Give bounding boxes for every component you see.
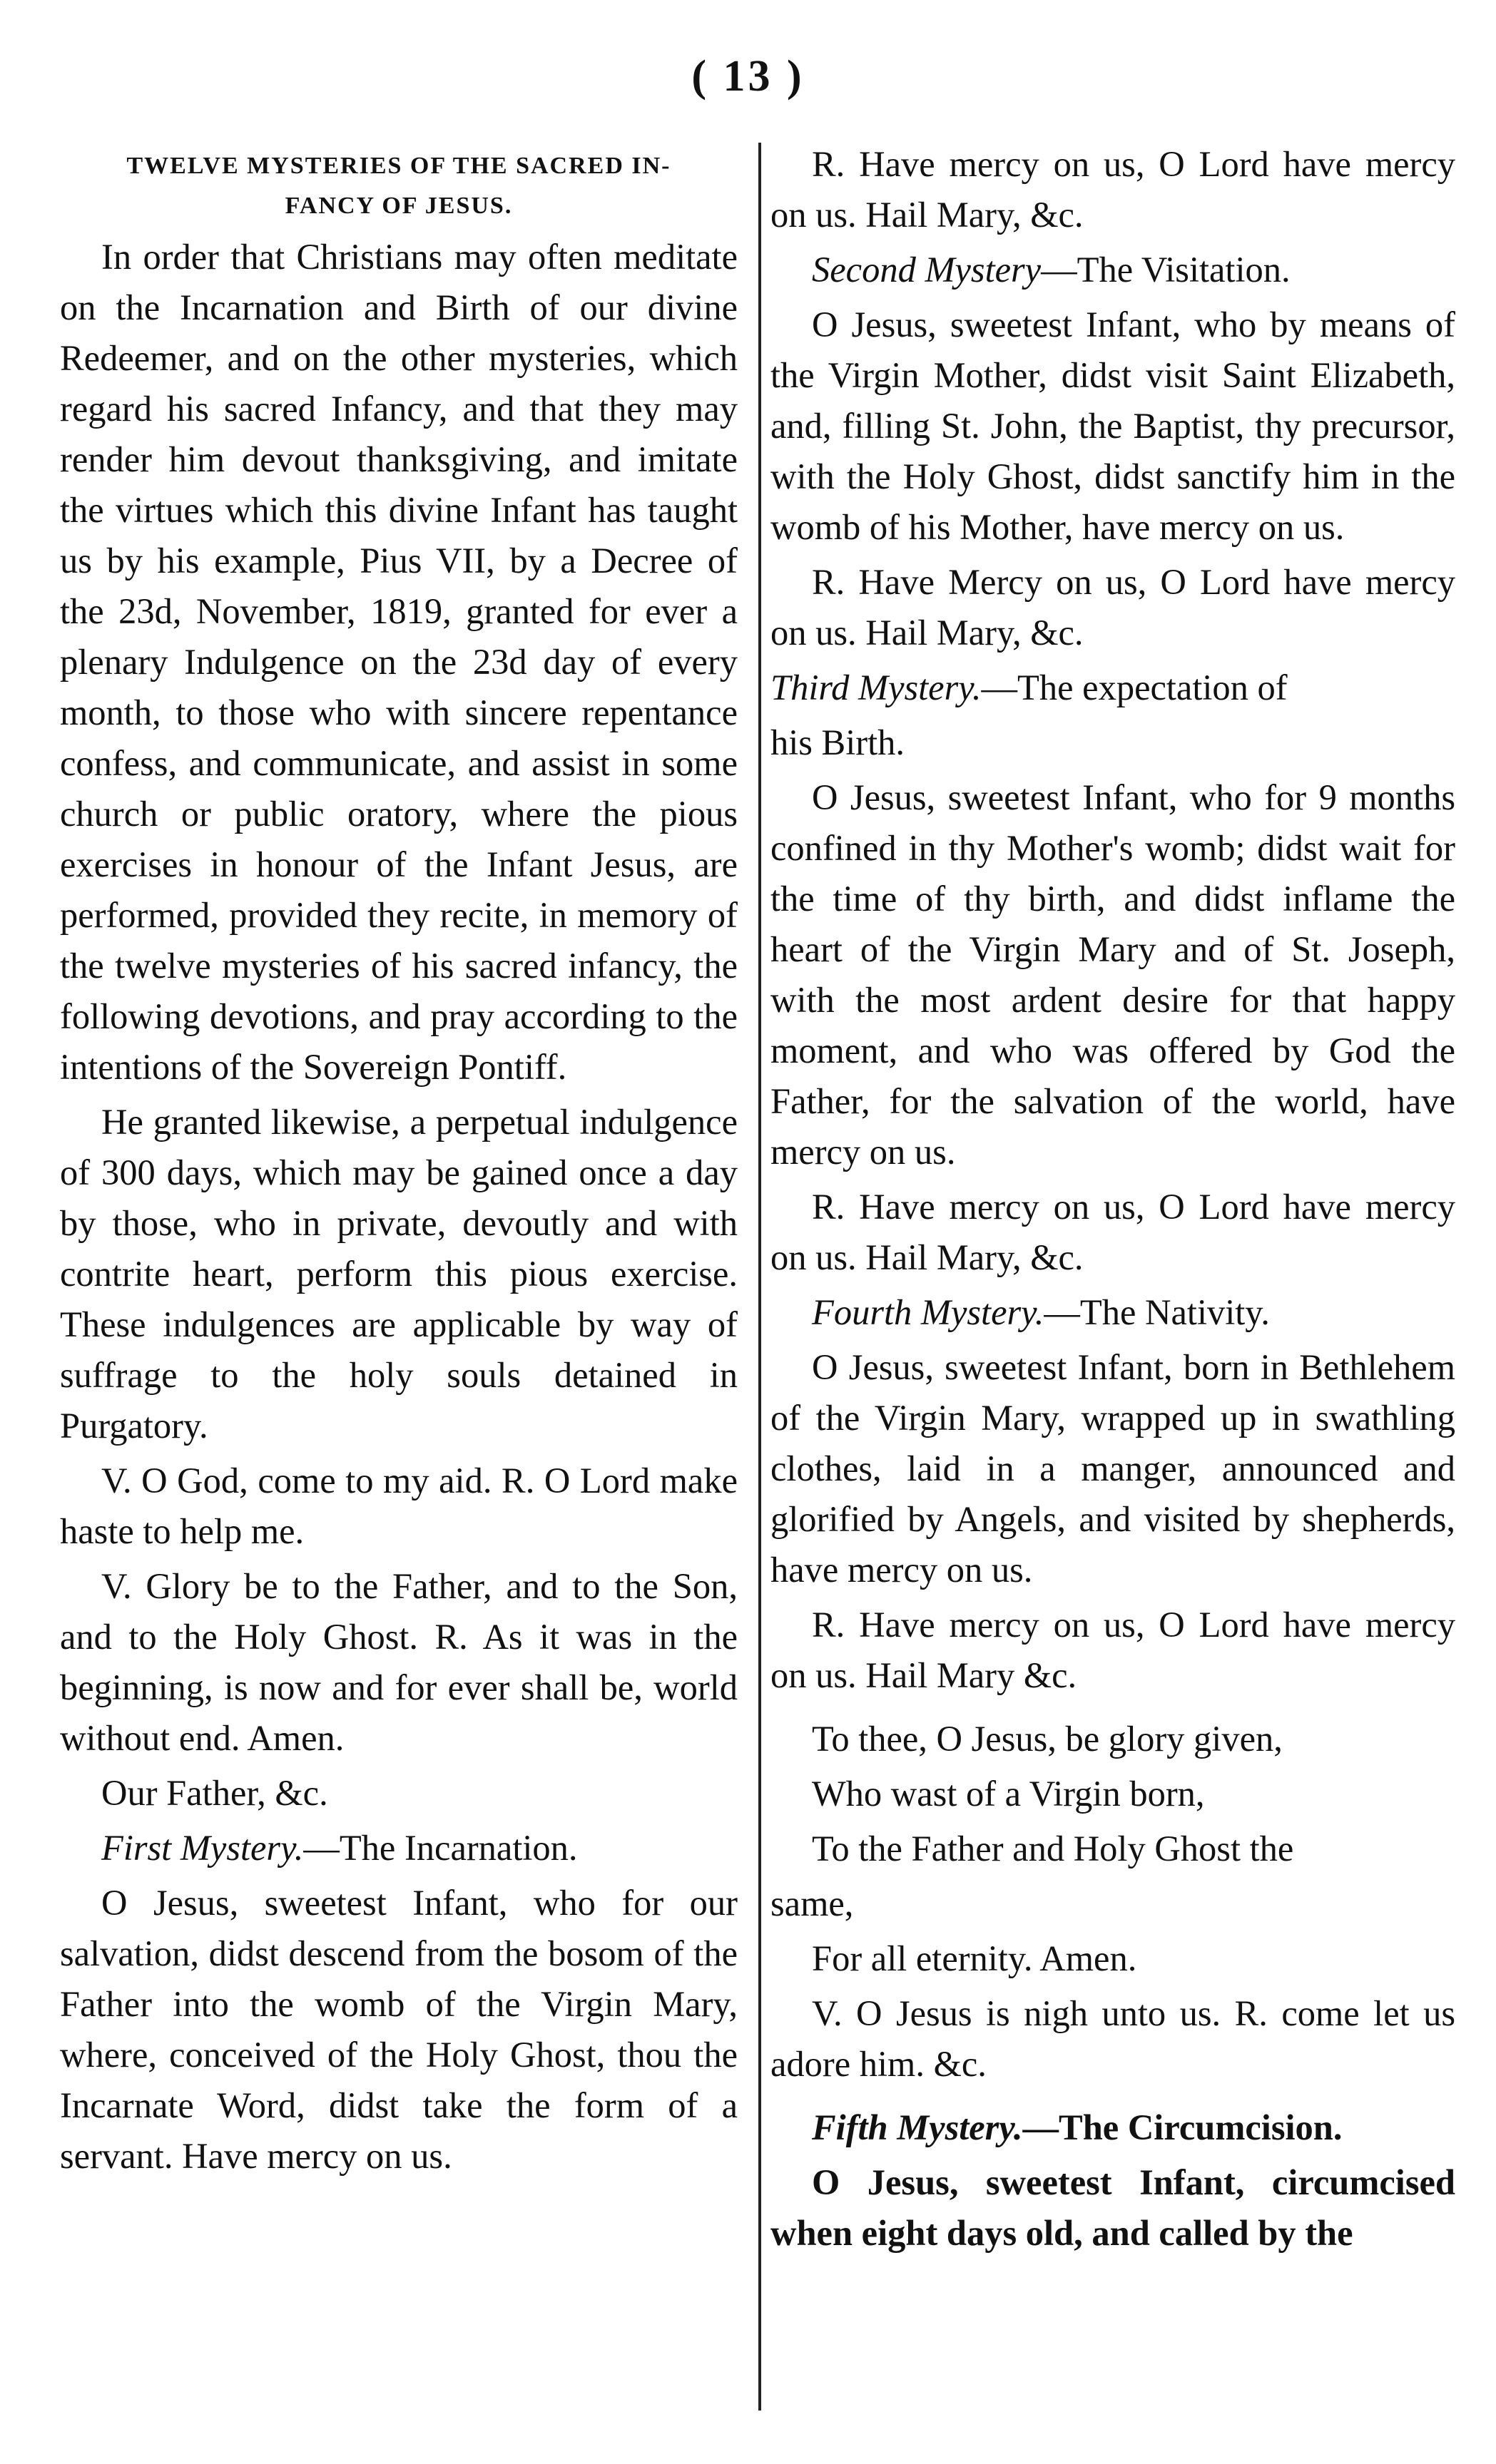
first-mystery-text: O Jesus, sweetest Infant, who for our salvation, didst descend from the bosom of the Father into the womb of the Virgin Mary, where, conceived of the Holy Ghost, thou the Incarnate Word, didst take the form of a servant. Have mercy on us. bbox=[60, 1883, 738, 2176]
section-title-line2: FANCY OF JESUS. bbox=[285, 193, 513, 219]
versicle-adoration: V. O Jesus is nigh unto us. R. come let us adore him. &c. bbox=[770, 1993, 1455, 2084]
first-mystery-heading bbox=[60, 1823, 738, 1873]
second-mystery-subject: —The Visitation. bbox=[1041, 250, 1291, 290]
response-3: R. Have mercy on us, O Lord have mercy on us. Hail Mary, &c. bbox=[770, 1187, 1455, 1277]
fifth-mystery-title: Fifth Mystery. bbox=[812, 2107, 1023, 2147]
hymn-line-5: For all eternity. Amen. bbox=[812, 1938, 1137, 1978]
fifth-mystery-heading bbox=[770, 2102, 1455, 2153]
fourth-mystery-title: Fourth Mystery. bbox=[812, 1292, 1044, 1332]
response-4: R. Have mercy on us, O Lord have mercy on us. Hail Mary &c. bbox=[770, 1605, 1455, 1695]
third-mystery-subject: —The expectation of bbox=[981, 668, 1288, 707]
our-father-line: Our Father, &c. bbox=[101, 1773, 328, 1813]
hymn-line-1: To thee, O Jesus, be glory given, bbox=[812, 1719, 1283, 1759]
first-mystery-subject: —The Incarnation. bbox=[303, 1828, 578, 1868]
response-2: R. Have Mercy on us, O Lord have mercy on us. Hail Mary, &c. bbox=[770, 562, 1455, 653]
column-divider bbox=[758, 143, 761, 2411]
fourth-mystery-heading bbox=[770, 1287, 1455, 1338]
intro-paragraph: In order that Christians may often meditate on the Incarnation and Birth of our divine Redeemer, and on the other mysteries, which regard his sacred Infancy, and that they may render him devout thanksgiving, and imitate the virtues which this divine Infant has taught us by his example, Pius VII, by a Decree of the 23d, November, 1819, granted for ever a plenary Indulgence on the 23d day of every month, to those who with sincere repentance confess, and communicate, and assist in some church or public oratory, where the pious exercises in honour of the Infant Jesus, are performed, provided they recite, in memory of the twelve mysteries of his sacred infancy, the following devotions, and pray according to the intentions of the Sovereign Pontiff. bbox=[60, 237, 738, 1087]
response-1: R. Have mercy on us, O Lord have mercy on us. Hail Mary, &c. bbox=[770, 144, 1455, 235]
second-mystery-heading bbox=[770, 245, 1455, 295]
hymn-line-2: Who wast of a Virgin born, bbox=[812, 1774, 1205, 1814]
left-column bbox=[60, 139, 738, 2186]
indulgence-paragraph: He granted likewise, a perpetual indulgence of 300 days, which may be gained once a day by those, who in private, devoutly and with contrite heart, perform this pious exercise. These indulgences are applicable by way of suffrage to the holy souls detained in Purgatory. bbox=[60, 1102, 738, 1446]
page-number: ( 13 ) bbox=[691, 52, 805, 101]
fifth-mystery-subject: —The Circumcision. bbox=[1022, 2107, 1343, 2147]
first-mystery-title: First Mystery. bbox=[101, 1828, 304, 1868]
fourth-mystery-text: O Jesus, sweetest Infant, born in Bethlehem of the Virgin Mary, wrapped up in swathling clothes, laid in a manger, announced and glorified by Angels, and visited by shepherds, have mercy on us. bbox=[770, 1347, 1455, 1590]
third-mystery-title: Third Mystery. bbox=[770, 668, 982, 707]
fourth-mystery-subject: —The Nativity. bbox=[1044, 1292, 1270, 1332]
second-mystery-title: Second Mystery bbox=[812, 250, 1042, 290]
section-title-line1: TWELVE MYSTERIES OF THE SACRED IN- bbox=[126, 153, 671, 179]
fifth-mystery-text: O Jesus, sweetest Infant, circumcised when eight days old, and called by the bbox=[770, 2162, 1455, 2253]
versicle-opening: V. O God, come to my aid. R. O Lord make haste to help me. bbox=[60, 1461, 738, 1551]
hymn-line-3: To the Father and Holy Ghost the bbox=[812, 1829, 1294, 1869]
third-mystery-heading bbox=[770, 663, 1455, 713]
right-column bbox=[770, 139, 1455, 2263]
third-mystery-subject-cont: his Birth. bbox=[770, 722, 905, 762]
hymn-line-4: same, bbox=[770, 1883, 854, 1923]
third-mystery-text: O Jesus, sweetest Infant, who for 9 months confined in thy Mother's womb; didst wait for the time of thy birth, and didst inflame the heart of the Virgin Mary and of St. Joseph, with the most ardent desire for that happy moment, and who was offered by God the Father, for the salvation of the world, have mercy on us. bbox=[770, 777, 1455, 1172]
second-mystery-text: O Jesus, sweetest Infant, who by means of the Virgin Mother, didst visit Saint Elizabeth, and, filling St. John, the Baptist, thy precursor, with the Holy Ghost, didst sanctify him in the womb of his Mother, have mercy on us. bbox=[770, 305, 1455, 547]
versicle-gloria: V. Glory be to the Father, and to the Son, and to the Holy Ghost. R. As it was in the beginning, is now and for ever shall be, world without end. Amen. bbox=[60, 1566, 738, 1758]
section-title bbox=[60, 146, 738, 226]
